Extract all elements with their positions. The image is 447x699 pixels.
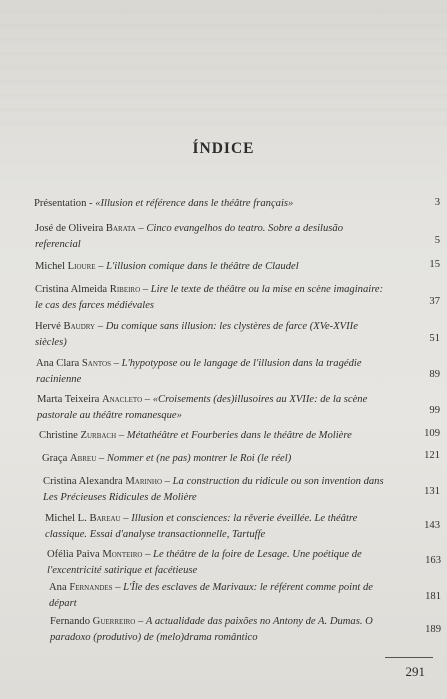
page-title: ÍNDICE xyxy=(192,140,255,157)
toc-entry: Ofélia Paiva Monteiro – Le théâtre de la foire de Lesage. Une poétique de l'excentricité satirique et facétieuse xyxy=(47,549,362,576)
page-number: 291 xyxy=(405,664,425,679)
toc-author: Présentation - xyxy=(34,198,96,209)
toc-page: 143 xyxy=(424,520,440,531)
toc-page: 131 xyxy=(424,486,440,497)
toc-page: 189 xyxy=(425,624,441,635)
toc-title: «Illusion et référence dans le théâtre français» xyxy=(95,198,294,209)
toc-entry: José de Oliveira Barata – Cinco evangelhos do teatro. Sobre a desilusão referencial xyxy=(35,223,343,250)
toc-entry: Christine Zurbach – Métathéâtre et Fourberies dans le théâtre de Molière xyxy=(39,430,352,441)
toc-page: 121 xyxy=(424,450,440,461)
toc-entry: Cristina Almeida Ribeiro – Lire le texte de théâtre ou la mise en scène imaginaire: le cas des farces médiévales xyxy=(35,284,384,311)
toc-page: 51 xyxy=(429,333,440,344)
toc-page: 99 xyxy=(429,405,440,416)
toc-page: 5 xyxy=(434,235,440,246)
toc-page: 181 xyxy=(425,591,441,602)
toc-page: 15 xyxy=(429,259,440,270)
toc-entry: Cristina Alexandra Marinho – La construction du ridicule ou son invention dans Les Précieuses Ridicules de Molière xyxy=(43,476,384,503)
toc-entry: Hervé Baudry – Du comique sans illusion: les clystères de farce (XVe-XVIIe siècles) xyxy=(35,321,358,348)
folio-rule xyxy=(385,657,433,658)
toc-page: 3 xyxy=(434,197,440,208)
toc-page: 89 xyxy=(429,369,440,380)
toc-page: 37 xyxy=(429,296,440,307)
toc-entry xyxy=(34,196,394,212)
toc-entry: Graça Abreu – Nommer et (ne pas) montrer le Roi (le réel) xyxy=(42,453,292,464)
toc-entry: Ana Fernandes – L'Île des esclaves de Marivaux: le référent comme point de départ xyxy=(49,582,373,609)
toc-page: 163 xyxy=(425,555,441,566)
toc-entry: Michel L. Bareau – Illusion et consciences: la rêverie éveillée. Le théâtre classique. Essai d'analyse transactionnelle, Tartuffe xyxy=(45,513,358,540)
toc-entry: Marta Teixeira Anacleto – «Croisements (des)illusoires au XVIIe: de la scène pastorale au théâtre romanesque» xyxy=(37,394,368,421)
toc-entry: Michel Lioure – L'illusion comique dans le théâtre de Claudel xyxy=(35,261,299,272)
toc-page: 109 xyxy=(424,428,440,439)
toc-entry: Fernando Guerreiro – A actualidade das paixões no Antony de A. Dumas. O paradoxo (produtivo) de (melo)drama romântico xyxy=(50,616,373,643)
toc-entry: Ana Clara Santos – L'hypotypose ou le langage de l'illusion dans la tragédie racinienne xyxy=(36,358,362,385)
